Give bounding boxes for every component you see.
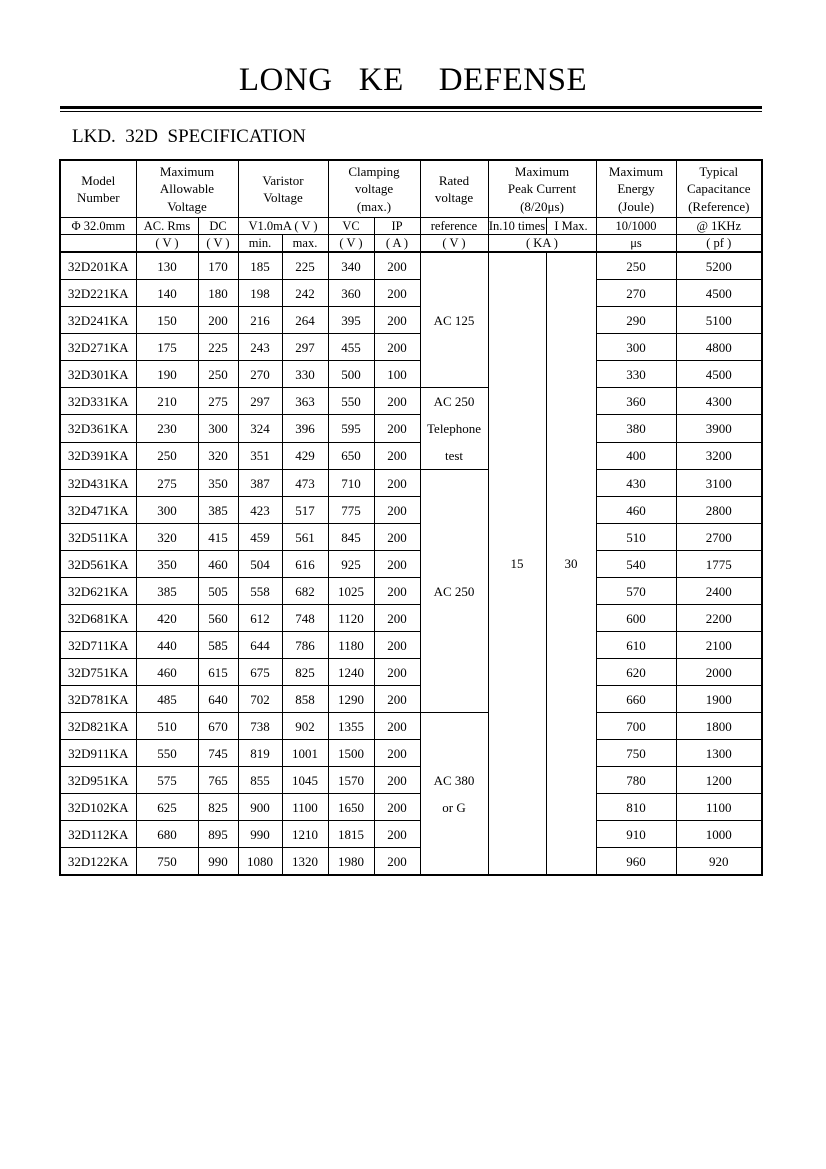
ac-rms-value: 230 [136, 415, 198, 442]
ac-rms-value: 320 [136, 524, 198, 551]
dc-value: 615 [198, 659, 238, 686]
model-header: Model Number [60, 160, 136, 218]
varistor-min-value: 819 [238, 740, 282, 767]
ac-rms-unit: ( V ) [136, 235, 198, 253]
model-number: 32D112KA [60, 821, 136, 848]
ac-rms-value: 625 [136, 794, 198, 821]
energy-value: 360 [596, 388, 676, 415]
energy-value: 960 [596, 848, 676, 876]
capacitance-value: 1900 [676, 686, 762, 713]
table-row [60, 252, 762, 280]
dc-value: 350 [198, 470, 238, 497]
ac-rms-value: 575 [136, 767, 198, 794]
clamping-ip-value: 200 [374, 794, 420, 821]
ip-subheader: IP [374, 218, 420, 235]
clamping-ip-value: 200 [374, 307, 420, 334]
varistor-max-value: 748 [282, 605, 328, 632]
clamping-vc-value: 1025 [328, 578, 374, 605]
varistor-max-value: 242 [282, 280, 328, 307]
peak-current-unit: ( KA ) [488, 235, 596, 253]
clamping-ip-value: 200 [374, 415, 420, 442]
table-row [60, 361, 762, 388]
varistor-min-value: 644 [238, 632, 282, 659]
clamping-ip-value: 200 [374, 659, 420, 686]
table-row [60, 280, 762, 307]
clamping-vc-value: 340 [328, 252, 374, 280]
model-number: 32D781KA [60, 686, 136, 713]
dc-subheader: DC [198, 218, 238, 235]
capacitance-value: 2100 [676, 632, 762, 659]
energy-value: 660 [596, 686, 676, 713]
clamping-vc-value: 1570 [328, 767, 374, 794]
table-row [60, 470, 762, 497]
varistor-min-label: min. [238, 235, 282, 253]
model-number: 32D751KA [60, 659, 136, 686]
dc-value: 505 [198, 578, 238, 605]
capacitance-value: 4800 [676, 334, 762, 361]
clamping-vc-value: 925 [328, 551, 374, 578]
peak-in10-value: 15 [488, 252, 546, 875]
dc-value: 180 [198, 280, 238, 307]
table-row [60, 388, 762, 415]
clamping-vc-value: 1815 [328, 821, 374, 848]
table-row [60, 686, 762, 713]
energy-value: 750 [596, 740, 676, 767]
ac-rms-value: 440 [136, 632, 198, 659]
energy-value: 290 [596, 307, 676, 334]
varistor-voltage-header: Varistor Voltage [238, 160, 328, 218]
varistor-max-value: 517 [282, 497, 328, 524]
varistor-max-value: 429 [282, 442, 328, 469]
dc-value: 670 [198, 713, 238, 740]
model-diameter-label: Φ 32.0mm [60, 218, 136, 235]
clamping-ip-value: 200 [374, 252, 420, 280]
energy-value: 510 [596, 524, 676, 551]
energy-value: 540 [596, 551, 676, 578]
dc-value: 825 [198, 794, 238, 821]
varistor-max-value: 561 [282, 524, 328, 551]
ac-rms-value: 140 [136, 280, 198, 307]
varistor-min-value: 243 [238, 334, 282, 361]
varistor-max-value: 297 [282, 334, 328, 361]
capacitance-value: 1800 [676, 713, 762, 740]
clamping-vc-value: 360 [328, 280, 374, 307]
imax-subheader: I Max. [546, 218, 596, 235]
model-number: 32D621KA [60, 578, 136, 605]
table-row [60, 632, 762, 659]
capacitance-value: 5200 [676, 252, 762, 280]
table-row [60, 334, 762, 361]
clamping-vc-value: 550 [328, 388, 374, 415]
varistor-max-value: 786 [282, 632, 328, 659]
ac-rms-subheader: AC. Rms [136, 218, 198, 235]
ac-rms-value: 750 [136, 848, 198, 876]
clamping-vc-value: 455 [328, 334, 374, 361]
capacitance-value: 2700 [676, 524, 762, 551]
energy-value: 600 [596, 605, 676, 632]
in10-subheader: In.10 times [488, 218, 546, 233]
energy-value: 620 [596, 659, 676, 686]
dc-value: 200 [198, 307, 238, 334]
model-number: 32D431KA [60, 470, 136, 497]
table-row [60, 415, 762, 442]
model-number: 32D102KA [60, 794, 136, 821]
capacitance-value: 4500 [676, 361, 762, 388]
dc-value: 225 [198, 334, 238, 361]
ac-rms-value: 550 [136, 740, 198, 767]
typical-capacitance-header: Typical Capacitance (Reference) [676, 160, 762, 218]
clamping-vc-value: 1180 [328, 632, 374, 659]
energy-value: 570 [596, 578, 676, 605]
capacitance-value: 1000 [676, 821, 762, 848]
max-allowable-voltage-header: Maximum Allowable Voltage [136, 160, 238, 218]
varistor-max-value: 264 [282, 307, 328, 334]
peak-imax-value: 30 [546, 252, 596, 875]
clamping-ip-value: 200 [374, 388, 420, 415]
varistor-min-value: 738 [238, 713, 282, 740]
rated-voltage-group: AC 125 [420, 252, 488, 388]
varistor-min-value: 297 [238, 388, 282, 415]
varistor-min-value: 198 [238, 280, 282, 307]
model-number: 32D911KA [60, 740, 136, 767]
model-number: 32D821KA [60, 713, 136, 740]
clamping-vc-value: 1980 [328, 848, 374, 876]
dc-value: 990 [198, 848, 238, 876]
varistor-min-value: 1080 [238, 848, 282, 876]
varistor-min-value: 675 [238, 659, 282, 686]
clamping-vc-value: 1120 [328, 605, 374, 632]
energy-unit: μs [596, 235, 676, 253]
table-row [60, 551, 762, 578]
varistor-max-value: 1210 [282, 821, 328, 848]
clamping-ip-value: 200 [374, 848, 420, 876]
page-title: LONG KE DEFENSE [238, 62, 588, 98]
ac-rms-value: 190 [136, 361, 198, 388]
model-number: 32D361KA [60, 415, 136, 442]
model-number: 32D241KA [60, 307, 136, 334]
ac-rms-value: 350 [136, 551, 198, 578]
ac-rms-value: 420 [136, 605, 198, 632]
model-number: 32D511KA [60, 524, 136, 551]
clamping-ip-value: 200 [374, 470, 420, 497]
model-number: 32D391KA [60, 442, 136, 469]
varistor-max-value: 1100 [282, 794, 328, 821]
table-row [60, 767, 762, 794]
table-row [60, 794, 762, 821]
table-row [60, 605, 762, 632]
ac-rms-value: 275 [136, 470, 198, 497]
capacitance-value: 1100 [676, 794, 762, 821]
ac-rms-value: 385 [136, 578, 198, 605]
clamping-vc-value: 395 [328, 307, 374, 334]
dc-value: 415 [198, 524, 238, 551]
model-number: 32D221KA [60, 280, 136, 307]
model-unit-cell [60, 235, 136, 253]
dc-unit: ( V ) [198, 235, 238, 253]
varistor-min-value: 900 [238, 794, 282, 821]
clamping-vc-value: 500 [328, 361, 374, 388]
capacitance-value: 2200 [676, 605, 762, 632]
ip-unit: ( A ) [374, 235, 420, 253]
varistor-max-value: 330 [282, 361, 328, 388]
dc-value: 745 [198, 740, 238, 767]
varistor-max-label: max. [282, 235, 328, 253]
ac-rms-value: 485 [136, 686, 198, 713]
capacitance-value: 3200 [676, 442, 762, 469]
model-number: 32D681KA [60, 605, 136, 632]
varistor-min-value: 702 [238, 686, 282, 713]
energy-value: 700 [596, 713, 676, 740]
spec-subtitle: LKD. 32D SPECIFICATION [72, 126, 306, 147]
ac-rms-value: 175 [136, 334, 198, 361]
varistor-min-value: 387 [238, 470, 282, 497]
dc-value: 895 [198, 821, 238, 848]
clamping-ip-value: 200 [374, 821, 420, 848]
dc-value: 585 [198, 632, 238, 659]
rated-voltage-group: AC 250 [420, 470, 488, 713]
energy-value: 910 [596, 821, 676, 848]
varistor-max-value: 363 [282, 388, 328, 415]
energy-value: 460 [596, 497, 676, 524]
energy-value: 300 [596, 334, 676, 361]
varistor-max-value: 225 [282, 252, 328, 280]
varistor-max-value: 473 [282, 470, 328, 497]
capacitance-frequency-subheader: @ 1KHz [676, 218, 762, 235]
varistor-max-value: 616 [282, 551, 328, 578]
vc-unit: ( V ) [328, 235, 374, 253]
table-row [60, 442, 762, 469]
varistor-max-value: 825 [282, 659, 328, 686]
varistor-max-value: 1001 [282, 740, 328, 767]
rated-voltage-group: AC 380 or G [420, 713, 488, 876]
energy-standard-subheader: 10/1000 [596, 218, 676, 235]
ac-rms-value: 210 [136, 388, 198, 415]
clamping-vc-value: 1650 [328, 794, 374, 821]
varistor-max-value: 902 [282, 713, 328, 740]
clamping-vc-value: 1500 [328, 740, 374, 767]
reference-subheader: reference [420, 218, 488, 235]
model-number: 32D301KA [60, 361, 136, 388]
dc-value: 385 [198, 497, 238, 524]
energy-value: 330 [596, 361, 676, 388]
ac-rms-value: 680 [136, 821, 198, 848]
model-number: 32D951KA [60, 767, 136, 794]
table-row [60, 497, 762, 524]
energy-value: 780 [596, 767, 676, 794]
max-energy-header: Maximum Energy (Joule) [596, 160, 676, 218]
ac-rms-value: 510 [136, 713, 198, 740]
varistor-min-value: 423 [238, 497, 282, 524]
clamping-ip-value: 200 [374, 578, 420, 605]
clamping-ip-value: 200 [374, 442, 420, 469]
model-number: 32D271KA [60, 334, 136, 361]
varistor-min-value: 504 [238, 551, 282, 578]
clamping-ip-value: 100 [374, 361, 420, 388]
energy-value: 400 [596, 442, 676, 469]
clamping-vc-value: 775 [328, 497, 374, 524]
varistor-min-value: 558 [238, 578, 282, 605]
capacitance-value: 3900 [676, 415, 762, 442]
clamping-vc-value: 1355 [328, 713, 374, 740]
varistor-max-value: 1045 [282, 767, 328, 794]
clamping-ip-value: 200 [374, 686, 420, 713]
varistor-min-value: 351 [238, 442, 282, 469]
capacitance-value: 920 [676, 848, 762, 876]
clamping-vc-value: 710 [328, 470, 374, 497]
title-divider-thick [60, 106, 762, 109]
clamping-vc-value: 595 [328, 415, 374, 442]
capacitance-value: 3100 [676, 470, 762, 497]
clamping-ip-value: 200 [374, 605, 420, 632]
clamping-ip-value: 200 [374, 497, 420, 524]
ac-rms-value: 150 [136, 307, 198, 334]
capacitance-value: 1300 [676, 740, 762, 767]
varistor-min-value: 185 [238, 252, 282, 280]
rated-unit: ( V ) [420, 235, 488, 253]
table-row [60, 307, 762, 334]
clamping-ip-value: 200 [374, 713, 420, 740]
dc-value: 560 [198, 605, 238, 632]
clamping-ip-value: 200 [374, 280, 420, 307]
rated-voltage-group: AC 250 Telephone test [420, 388, 488, 470]
model-number: 32D331KA [60, 388, 136, 415]
dc-value: 250 [198, 361, 238, 388]
dc-value: 170 [198, 252, 238, 280]
clamping-ip-value: 200 [374, 551, 420, 578]
varistor-max-value: 396 [282, 415, 328, 442]
dc-value: 320 [198, 442, 238, 469]
capacitance-value: 4500 [676, 280, 762, 307]
varistor-min-value: 612 [238, 605, 282, 632]
table-row [60, 848, 762, 876]
ac-rms-value: 460 [136, 659, 198, 686]
title-divider-thin [60, 111, 762, 112]
table-row [60, 740, 762, 767]
capacitance-value: 4300 [676, 388, 762, 415]
table-row [60, 578, 762, 605]
model-number: 32D561KA [60, 551, 136, 578]
varistor-min-value: 855 [238, 767, 282, 794]
model-number: 32D201KA [60, 252, 136, 280]
capacitance-value: 1200 [676, 767, 762, 794]
clamping-ip-value: 200 [374, 524, 420, 551]
energy-value: 430 [596, 470, 676, 497]
table-row [60, 713, 762, 740]
clamping-vc-value: 1290 [328, 686, 374, 713]
table-row [60, 821, 762, 848]
rated-voltage-header: Rated voltage [420, 160, 488, 218]
specification-table [59, 159, 763, 876]
peak-current-header: Maximum Peak Current (8/20μs) [488, 160, 596, 218]
energy-value: 610 [596, 632, 676, 659]
capacitance-value: 1775 [676, 551, 762, 578]
model-number: 32D711KA [60, 632, 136, 659]
varistor-min-value: 270 [238, 361, 282, 388]
table-row [60, 659, 762, 686]
dc-value: 640 [198, 686, 238, 713]
clamping-vc-value: 1240 [328, 659, 374, 686]
clamping-voltage-header: Clamping voltage (max.) [328, 160, 420, 218]
vc-subheader: VC [328, 218, 374, 235]
energy-value: 380 [596, 415, 676, 442]
table-row [60, 524, 762, 551]
capacitance-value: 2000 [676, 659, 762, 686]
model-number: 32D122KA [60, 848, 136, 876]
energy-value: 270 [596, 280, 676, 307]
model-number: 32D471KA [60, 497, 136, 524]
varistor-max-value: 1320 [282, 848, 328, 876]
varistor-max-value: 682 [282, 578, 328, 605]
capacitance-value: 2800 [676, 497, 762, 524]
clamping-vc-value: 650 [328, 442, 374, 469]
energy-value: 250 [596, 252, 676, 280]
varistor-min-value: 216 [238, 307, 282, 334]
varistor-max-value: 858 [282, 686, 328, 713]
dc-value: 765 [198, 767, 238, 794]
energy-value: 810 [596, 794, 676, 821]
capacitance-unit: ( pf ) [676, 235, 762, 253]
clamping-ip-value: 200 [374, 767, 420, 794]
dc-value: 460 [198, 551, 238, 578]
ac-rms-value: 130 [136, 252, 198, 280]
clamping-ip-value: 200 [374, 334, 420, 361]
ac-rms-value: 250 [136, 442, 198, 469]
varistor-min-value: 324 [238, 415, 282, 442]
dc-value: 275 [198, 388, 238, 415]
clamping-ip-value: 200 [374, 740, 420, 767]
clamping-vc-value: 845 [328, 524, 374, 551]
clamping-ip-value: 200 [374, 632, 420, 659]
capacitance-value: 5100 [676, 307, 762, 334]
capacitance-value: 2400 [676, 578, 762, 605]
ac-rms-value: 300 [136, 497, 198, 524]
varistor-min-value: 990 [238, 821, 282, 848]
dc-value: 300 [198, 415, 238, 442]
v1ma-subheader: V1.0mA ( V ) [238, 218, 328, 235]
varistor-min-value: 459 [238, 524, 282, 551]
